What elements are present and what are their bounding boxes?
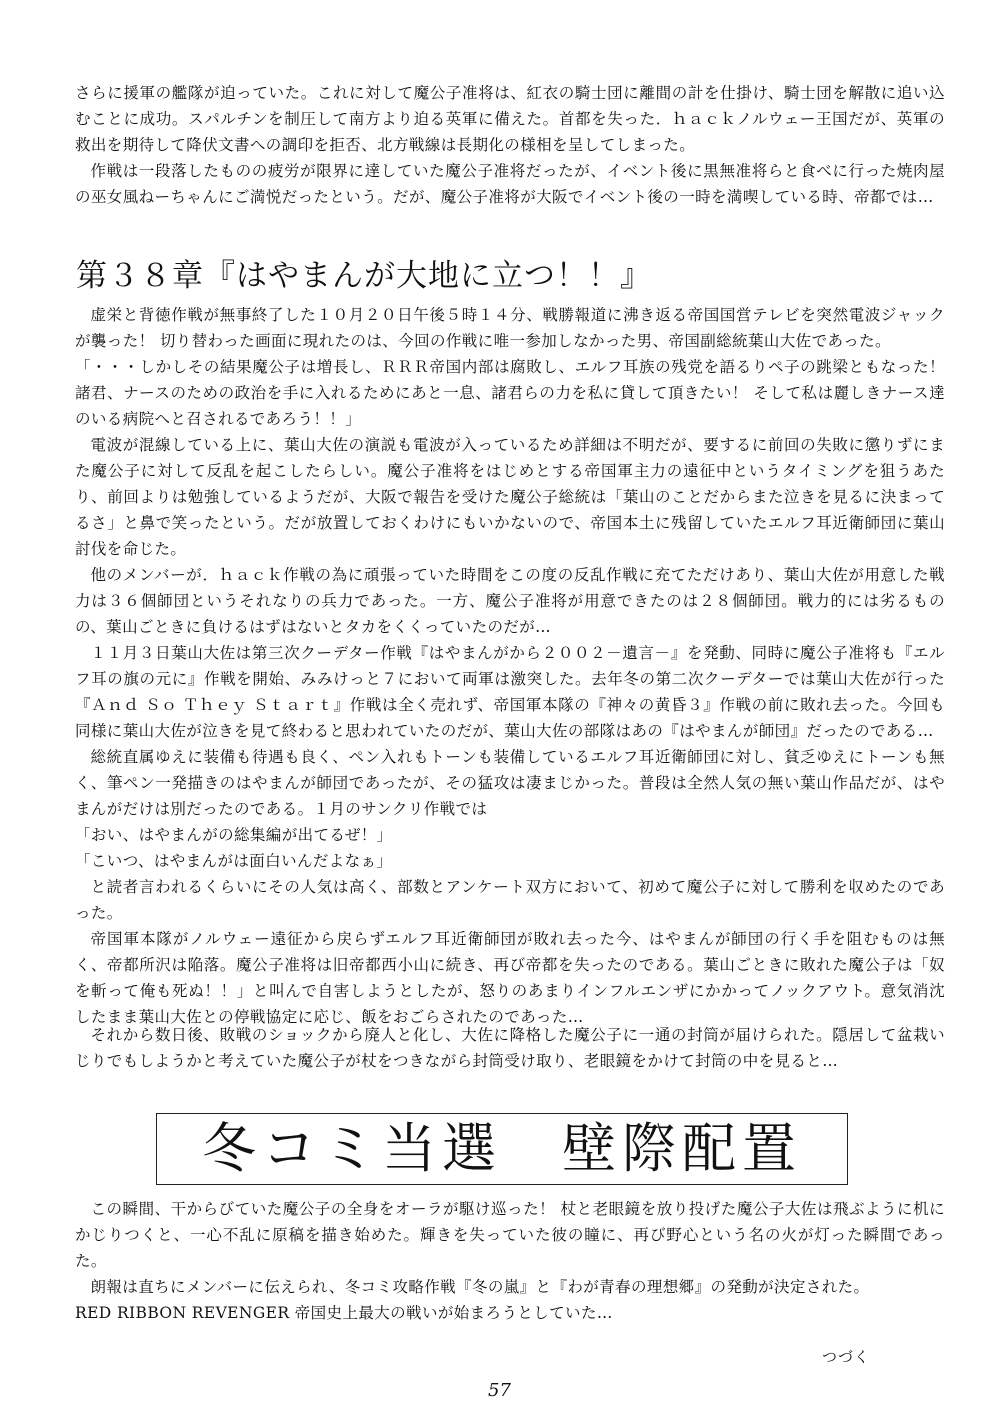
announcement-box: 冬コミ当選 壁際配置: [156, 1113, 848, 1185]
to-be-continued: つづく: [821, 1348, 870, 1366]
speech-quote: 「・・・しかしその結果魔公子は増長し、ＲＲＲ帝国内部は腐敗し、エルフ耳族の残党を語るりペ子の跳梁ともなった！ 諸君、ナースのための政治を手に入れるためにあと一息、諸君らの力を私に貸して頂きたい！ そして私は麗しきナース達のいる病院へと召されるであろう！！」: [75, 358, 945, 428]
intro-paragraph: さらに援軍の艦隊が迫っていた。これに対して魔公子准将は、紅衣の騎士団に離間の計を仕掛け、騎士団を解散に追い込むことに成功。スパルチンを制圧して南方より迫る英軍に備えた。首都を失った．ｈａｃｋノルウェー王国だが、英軍の救出を期待して降伏文書への調印を拒否、北方戦線は長期化の様相を呈してしまった。: [75, 84, 945, 154]
body-paragraph: 朗報は直ちにメンバーに伝えられ、冬コミ攻略作戦『冬の嵐』と『わが青春の理想郷』の発動が決定された。: [90, 1278, 870, 1296]
closing-line: RED RIBBON REVENGER 帝国史上最大の戦いが始まろうとしていた…: [75, 1304, 613, 1322]
body-paragraph: 虚栄と背徳作戦が無事終了した１０月２０日午後５時１４分、戦勝報道に沸き返る帝国国営テレビを突然電波ジャックが襲った！ 切り替わった画面に現れたのは、今回の作戦に唯一参加しなかった男、帝国副総統葉山大佐であった。: [75, 306, 945, 350]
page-number: 57: [488, 1380, 511, 1401]
body-paragraph: 帝国軍本隊がノルウェー遠征から戻らずエルフ耳近衛師団が敗れ去った今、はやまんが師団の行く手を阻むものは無く、帝都所沢は陥落。魔公子准将は旧帝都西小山に続き、再び帝都を失ったのである。葉山ごときに敗れた魔公子は「奴を斬って俺も死ぬ！！」と叫んで自害しようとしたが、怒りのあまりインフルエンザにかかってノックアウト。意気消沈したまま葉山大佐との停戦協定に応じ、飯をおごらされたのであった…: [75, 930, 945, 1026]
chapter-title: 第３８章『はやまんが大地に立つ！！』: [76, 258, 652, 294]
intro-section: [75, 80, 945, 210]
body-paragraph: この瞬間、干からびていた魔公子の全身をオーラが駆け巡った！ 杖と老眼鏡を放り投げた魔公子大佐は飛ぶように机にかじりつくと、一心不乱に原稿を描き始めた。輝きを失っていた彼の瞳に、再び野心という名の火が灯った瞬間であった。: [75, 1200, 945, 1270]
body-paragraph: 他のメンバーが．ｈａｃｋ作戦の為に頑張っていた時間をこの度の反乱作戦に充てただけあり、葉山大佐が用意した戦力は３６個師団というそれなりの兵力であった。一方、魔公子准将が用意できたのは２８個師団。戦力的には劣るものの、葉山ごときに負けるはずはないとタカをくくっていたのだが…: [75, 566, 945, 636]
ending-section: [75, 1196, 945, 1326]
body-paragraph: 電波が混線している上に、葉山大佐の演説も電波が入っているため詳細は不明だが、要するに前回の失敗に懲りずにまた魔公子に対して反乱を起こしたらしい。魔公子准将をはじめとする帝国軍主力の遠征中というタイミングを狙うあたり、前回よりは勉強しているようだが、大阪で報告を受けた魔公子総統は「葉山のことだからまた泣きを見るに決まってるさ」と鼻で笑ったという。だが放置しておくわけにもいかないので、帝国本土に残留していたエルフ耳近衛師団に葉山討伐を命じた。: [75, 436, 945, 558]
body-paragraph: それから数日後、敗戦のショックから廃人と化し、大佐に降格した魔公子に一通の封筒が届けられた。隠居して盆栽いじりでもしようかと考えていた魔公子が杖をつきながら封筒受け取り、老眼鏡をかけて封筒の中を見ると…: [75, 1026, 945, 1070]
quote-line: 「おい、はやまんがの総集編が出てるぜ！」: [75, 826, 393, 844]
body-paragraph: と読者言われるくらいにその人気は高く、部数とアンケート双方において、初めて魔公子に対して勝利を収めたのであった。: [75, 878, 945, 922]
quote-line: 「こいつ、はやまんがは面白いんだよなぁ」: [75, 852, 393, 870]
body-paragraph: １１月３日葉山大佐は第三次クーデター作戦『はやまんがから２００２－遺言－』を発動、同時に魔公子准将も『エルフ耳の旗の元に』作戦を開始、みみけっと７において両軍は激突した。去年冬の第二次クーデターでは葉山大佐が行った『Ａｎｄ Ｓｏ Ｔｈｅｙ Ｓｔａｒｔ』作戦は全く売れず、帝国軍本隊の『神々の黄昏３』作戦の前に敗れ去った。今回も同様に葉山大佐が泣きを見て終わると思われていたのだが、葉山大佐の部隊はあの『はやまんが師団』だったのである…: [75, 644, 945, 740]
chapter-body: [75, 302, 945, 1030]
intro-paragraph: 作戦は一段落したものの疲労が限界に達していた魔公子准将だったが、イベント後に黒無准将らと食べに行った焼肉屋の巫女風ねーちゃんにご満悦だったという。だが、魔公子准将が大阪でイベント後の一時を満喫している時、帝都では…: [75, 162, 945, 206]
after-section: [75, 1022, 945, 1074]
body-paragraph: 総統直属ゆえに装備も待遇も良く、ペン入れもトーンも装備しているエルフ耳近衛師団に対し、貧乏ゆえにトーンも無く、筆ペン一発描きのはやまんが師団であったが、その猛攻は凄まじかった。普段は全然人気の無い葉山作品だが、はやまんがだけは別だったのである。１月のサンクリ作戦では: [75, 748, 945, 818]
